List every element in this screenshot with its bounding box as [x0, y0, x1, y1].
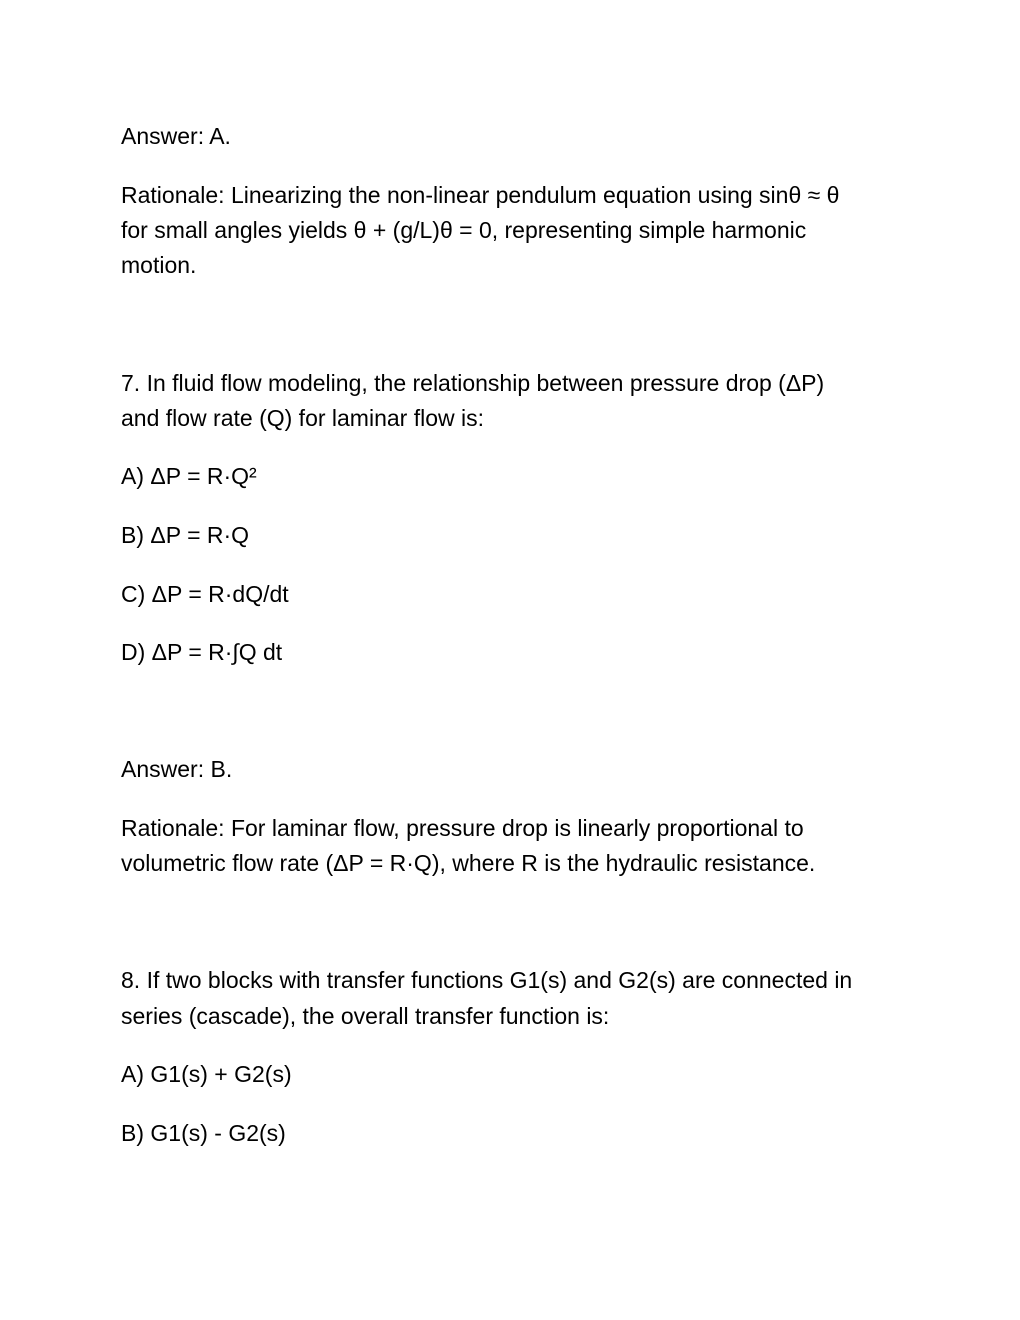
- rationale-6-line-2: for small angles yields θ + (g/L)θ = 0, representing simple harmonic: [121, 217, 807, 243]
- question-7-line-1: 7. In fluid flow modeling, the relationship between pressure drop (ΔP): [121, 370, 825, 396]
- option-7b: B) ΔP = R·Q: [121, 522, 250, 548]
- option-7a: A) ΔP = R·Q²: [121, 463, 257, 489]
- option-8b: B) G1(s) - G2(s): [121, 1120, 286, 1146]
- option-7d: D) ΔP = R·∫Q dt: [121, 639, 283, 665]
- question-8-line-1: 8. If two blocks with transfer functions G1(s) and G2(s) are connected in: [121, 967, 853, 993]
- option-7c: C) ΔP = R·dQ/dt: [121, 581, 289, 607]
- question-7-line-2: and flow rate (Q) for laminar flow is:: [121, 405, 485, 431]
- option-8a: A) G1(s) + G2(s): [121, 1061, 292, 1087]
- answer-7-line-1: Answer: B.: [121, 756, 233, 782]
- rationale-7-line-1: Rationale: For laminar flow, pressure drop is linearly proportional to: [121, 815, 804, 841]
- answer-6-line-1: Answer: A.: [121, 123, 231, 149]
- rationale-6-line-1: Rationale: Linearizing the non-linear pendulum equation using sinθ ≈ θ: [121, 182, 840, 208]
- question-8-line-2: series (cascade), the overall transfer function is:: [121, 1003, 610, 1029]
- rationale-6-line-3: motion.: [121, 252, 197, 278]
- rationale-7-line-2: volumetric flow rate (ΔP = R·Q), where R is the hydraulic resistance.: [121, 850, 816, 876]
